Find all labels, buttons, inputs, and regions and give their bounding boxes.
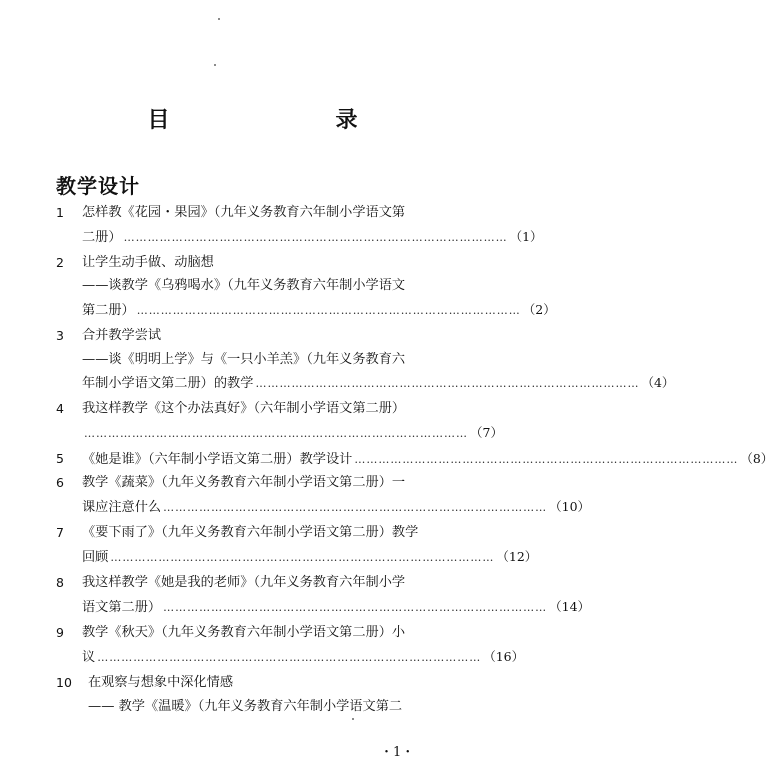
toc-entry-leader	[0, 646, 525, 668]
entry-page: （14）	[549, 599, 591, 614]
page-number: ・1・	[380, 745, 415, 760]
entry-page: （4）	[641, 375, 675, 390]
toc-entry	[0, 252, 505, 274]
toc-entry	[0, 472, 505, 494]
entry-title-continued: 语文第二册）	[82, 600, 162, 615]
entry-page: （1）	[509, 229, 543, 244]
toc-entry-subtitle	[0, 696, 505, 718]
dot-leader: ……………………………………………………………………………………	[136, 304, 521, 317]
entry-title: 我这样教学《这个办法真好》（六年制小学语文第二册）	[82, 401, 406, 416]
dot-leader: ……………………………………………………………………………………	[123, 231, 508, 244]
entry-title: 《她是谁》（六年制小学语文第二册）教学设计	[82, 452, 353, 467]
dot-leader: ……………………………………………………………………………………	[255, 377, 640, 390]
toc-entry-leader	[0, 226, 543, 248]
toc-entry-subtitle	[0, 349, 505, 371]
entry-number: 3	[56, 328, 64, 343]
entry-page: （8）	[740, 451, 773, 466]
entry-subtitle: ——谈教学《乌鸦喝水》（九年义务教育六年制小学语文	[82, 278, 406, 293]
entry-page: （7）	[470, 425, 503, 440]
dot-leader: ……………………………………………………………………………………	[84, 427, 468, 440]
entry-page: （10）	[549, 499, 591, 514]
dot-leader: ……………………………………………………………………………………	[163, 601, 548, 614]
toc-entry	[0, 522, 505, 544]
scan-speck	[214, 64, 216, 66]
toc-entry	[0, 572, 505, 594]
entry-title-continued: 回顾	[82, 550, 109, 565]
entry-title: 教学《秋天》（九年义务教育六年制小学语文第二册）小	[82, 625, 406, 640]
toc-entry-leader	[0, 372, 675, 394]
dot-leader: ……………………………………………………………………………………	[110, 551, 495, 564]
entry-title: 让学生动手做、动脑想	[82, 255, 214, 270]
entry-number: 5	[56, 451, 64, 466]
scan-speck	[352, 718, 354, 720]
entry-subtitle: ——谈《明明上学》与《一只小羊羔》（九年义务教育六	[82, 352, 406, 367]
entry-title-continued: 课应注意什么	[82, 500, 162, 515]
entry-title-continued: 第二册）	[82, 303, 135, 318]
entry-title: 合并教学尝试	[82, 328, 162, 343]
toc-entry	[0, 622, 505, 644]
entry-number: 10	[56, 675, 72, 690]
entry-page: （16）	[483, 649, 525, 664]
entry-number: 2	[56, 255, 64, 270]
dot-leader: ……………………………………………………………………………………	[163, 501, 548, 514]
entry-title-continued: 年制小学语文第二册）的教学	[82, 376, 254, 391]
toc-entry	[0, 325, 505, 347]
section-title: 教学设计	[56, 174, 140, 198]
entry-subtitle: —— 教学《温暖》（九年义务教育六年制小学语文第二	[88, 699, 403, 714]
entry-title: 怎样教《花园・果园》（九年义务教育六年制小学语文第	[82, 205, 406, 220]
toc-entry	[0, 398, 505, 420]
toc-entry	[0, 202, 505, 224]
entry-title: 在观察与想象中深化情感	[88, 675, 234, 690]
toc-entry-leader	[0, 299, 556, 321]
toc-entry-leader	[0, 422, 505, 444]
entry-title: 《要下雨了》（九年义务教育六年制小学语文第二册）教学	[82, 525, 419, 540]
entry-number: 7	[56, 525, 64, 540]
toc-entry-leader	[0, 496, 591, 518]
toc-entry	[0, 672, 505, 694]
entry-title: 我这样教学《她是我的老师》（九年义务教育六年制小学	[82, 575, 406, 590]
toc-entry-subtitle	[0, 275, 505, 297]
entry-number: 1	[56, 205, 64, 220]
entry-number: 6	[56, 475, 64, 490]
entry-number: 9	[56, 625, 64, 640]
entry-page: （12）	[496, 549, 538, 564]
dot-leader: ……………………………………………………………………………………	[97, 651, 482, 664]
entry-title: 教学《蔬菜》（九年义务教育六年制小学语文第二册）一	[82, 475, 406, 490]
toc-entry-leader	[0, 596, 591, 618]
toc-entry-leader	[0, 546, 538, 568]
entry-number: 8	[56, 575, 64, 590]
scan-speck	[218, 18, 220, 20]
entry-page: （2）	[522, 302, 556, 317]
page-title: 目 录	[147, 107, 430, 133]
toc-entry	[0, 448, 773, 470]
dot-leader: ……………………………………………………………………………………	[354, 453, 739, 466]
entry-title-continued: 议	[82, 650, 96, 665]
entry-title-continued: 二册）	[82, 230, 122, 245]
entry-number: 4	[56, 401, 64, 416]
